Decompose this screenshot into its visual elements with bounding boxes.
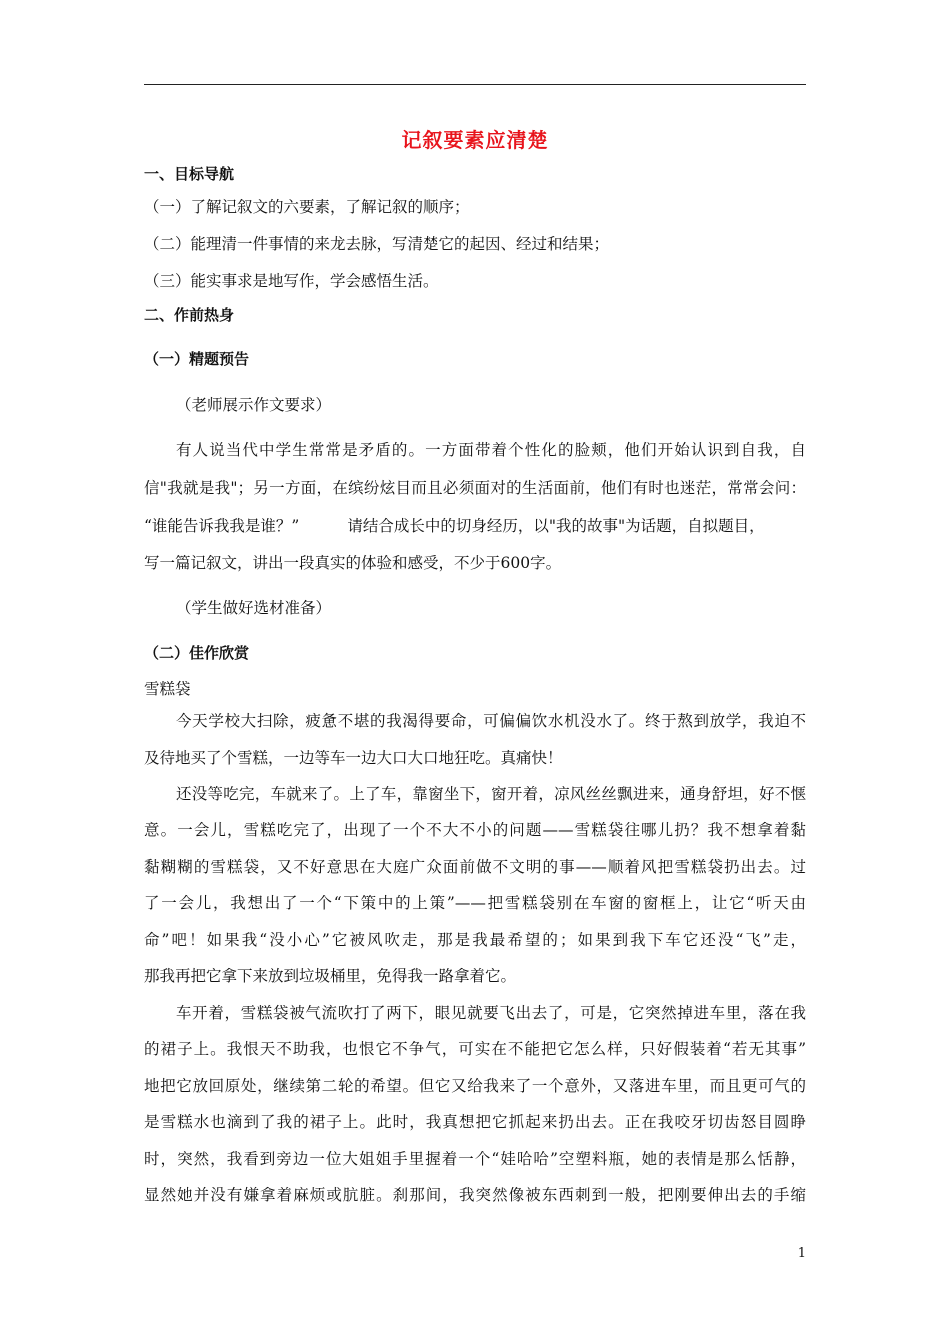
- prompt-question: “谁能告诉我我是谁？”: [144, 517, 300, 535]
- objective-item: （二）能理清一件事情的来龙去脉，写清楚它的起因、经过和结果；: [144, 235, 610, 253]
- prompt-line: 有人说当代中学生常常是矛盾的。一方面带着个性化的脸颊，他们开始认识到自我，自: [176, 441, 806, 459]
- prompt-line: 写一篇记叙文，讲出一段真实的体验和感受，不少于600字。: [144, 554, 562, 572]
- essay-line: 意。一会儿，雪糕吃完了，出现了一个不大不小的问题——雪糕袋往哪儿扔？我不想拿着黏: [144, 821, 806, 839]
- essay-line: 车开着，雪糕袋被气流吹打了两下，眼见就要飞出去了，可是，它突然掉进车里，落在我: [176, 1004, 806, 1022]
- essay-line: 显然她并没有嫌拿着麻烦或肮脏。刹那间，我突然像被东西刺到一般，把刚要伸出去的手缩: [144, 1186, 806, 1204]
- subsection-heading: （二）佳作欣赏: [144, 644, 250, 662]
- page-title: 记叙要素应清楚: [401, 128, 549, 152]
- essay-line: 地把它放回原处，继续第二轮的希望。但它又给我来了一个意外，又落进车里，而且更可气的: [144, 1077, 806, 1095]
- section1-heading: 一、目标导航: [144, 165, 235, 183]
- essay-line: 及待地买了个雪糕，一边等车一边大口大口地狂吃。真痛快！: [144, 749, 563, 767]
- essay-line: 了一会儿，我想出了一个“下策中的上策”——把雪糕袋别在车窗的窗框上，让它“听天由: [144, 894, 806, 912]
- essay-line: 是雪糕水也滴到了我的裙子上。此时，我真想把它抓起来扔出去。正在我咬牙切齿怒目圆睁: [144, 1113, 806, 1131]
- teacher-note: （老师展示作文要求）: [176, 396, 332, 414]
- essay-line: 黏糊糊的雪糕袋，又不好意思在大庭广众面前做不文明的事——顺着风把雪糕袋扔出去。过: [144, 858, 806, 876]
- prompt-line: 信"我就是我"；另一方面，在缤纷炫目而且必须面对的生活面前，他们有时也迷茫，常常会问：: [144, 479, 806, 497]
- essay-line: 那我再把它拿下来放到垃圾桶里，免得我一路拿着它。: [144, 967, 517, 985]
- subsection-heading: （一）精题预告: [144, 350, 250, 368]
- objective-item: （一）了解记叙文的六要素，了解记叙的顺序；: [144, 198, 470, 216]
- essay-line: 今天学校大扫除，疲惫不堪的我渴得要命，可偏偏饮水机没水了。终于熬到放学，我迫不: [176, 712, 806, 730]
- section2-heading: 二、作前热身: [144, 306, 235, 324]
- objective-item: （三）能实事求是地写作，学会感悟生活。: [144, 272, 439, 290]
- essay-title: 雪糕袋: [144, 680, 191, 698]
- header-rule: [144, 84, 806, 85]
- student-note: （学生做好选材准备）: [176, 599, 332, 617]
- page-number: 1: [797, 1246, 806, 1261]
- essay-line: 的裙子上。我恨天不助我，也恨它不争气，可实在不能把它怎么样，只好假装着“若无其事”: [144, 1040, 806, 1058]
- prompt-line-3: [144, 516, 806, 536]
- essay-line: 命”吧！如果我“没小心”它被风吹走，那是我最希望的；如果到我下车它还没“飞”走，: [144, 931, 806, 949]
- prompt-instruction: 请结合成长中的切身经历，以"我的故事"为话题，自拟题目，: [347, 517, 765, 535]
- essay-line: 还没等吃完，车就来了。上了车，靠窗坐下，窗开着，凉风丝丝飘进来，通身舒坦，好不惬: [176, 785, 806, 803]
- essay-line: 时，突然，我看到旁边一位大姐姐手里握着一个“娃哈哈”空塑料瓶，她的表情是那么恬静，: [144, 1150, 806, 1168]
